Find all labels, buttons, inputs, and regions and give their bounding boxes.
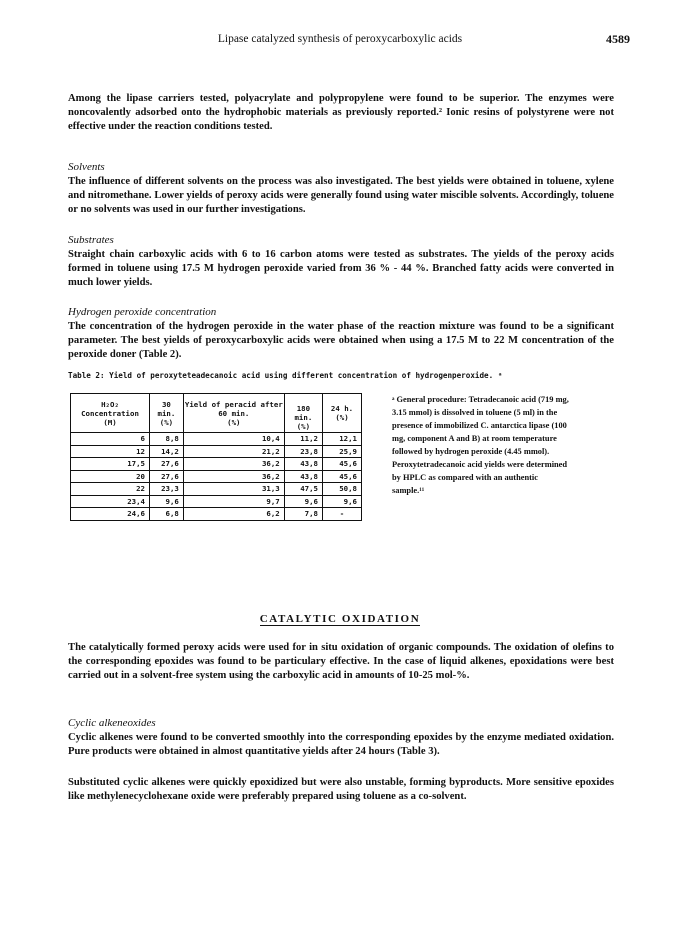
table-footnote: ᵃ General procedure: Tetradecanoic acid (719 mg, 3.15 mmol) is dissolved in toluene (5 ml) in the presence of immobilized C. antarctica lipase (100 mg, component A and B) at room temperature followed by hydrogen peroxide (4.45 mmol). Peroxytetradecanoic acid yields were determined by HPLC as compared with an authentic sample.¹¹ [392,395,569,495]
cell-yield: 9,6 [323,495,362,508]
cell-yield: 14,2 [150,445,184,458]
header-col-unit: (%) [335,413,349,422]
table-row [71,483,362,496]
intro-paragraph: Among the lipase carriers tested, polyacrylate and polypropylene were found to be superior. The enzymes were noncovalently adsorbed onto the hydrophobic materials as previously reported.² Ionic resins of polystyrene were not effective under the reaction conditions tested. [68,93,614,133]
running-title: Lipase catalyzed synthesis of peroxycarboxylic acids [217,33,463,45]
cell-yield: 10,4 [183,433,284,446]
cyclic-heading: Cyclic alkeneoxides [68,717,156,729]
header-conc-line1: H₂O₂ [101,399,119,409]
cell-yield: 45,6 [323,470,362,483]
cell-yield: 36,2 [183,470,284,483]
header-col-180min [284,394,322,433]
cell-yield: 31,3 [183,483,284,496]
peroxide-paragraph: The concentration of the hydrogen peroxide in the water phase of the reaction mixture was found to be a significant parameter. The best yields of peroxycarboxylic acids were obtained when using a 17.5 M to 22 M concentration of the peroxide doner (Table 2). [68,321,614,361]
solvents-heading: Solvents [68,161,105,173]
cell-yield: 27,6 [150,458,184,471]
table-row [71,508,362,521]
cell-concentration: 17,5 [71,458,150,471]
cell-yield: 6,2 [183,508,284,521]
cell-concentration: 20 [71,470,150,483]
section-title [0,613,680,625]
cell-yield: 9,6 [150,495,184,508]
table-row [71,433,362,446]
substituted-paragraph: Substituted cyclic alkenes were quickly epoxidized but were also unstable, forming byproducts. More sensitive epoxides like methylenecyclohexane oxide were preferably prepared using toluene as a co-solvent. [68,777,614,803]
cell-concentration: 24,6 [71,508,150,521]
cell-yield: - [323,508,362,521]
cell-concentration: 23,4 [71,495,150,508]
cell-yield: 23,3 [150,483,184,496]
cell-yield: 9,7 [183,495,284,508]
header-conc-line3: (M) [103,417,117,427]
table-header-row [71,394,362,433]
cell-yield: 47,5 [284,483,322,496]
header-col-24h [323,394,362,433]
cell-yield: 25,9 [323,445,362,458]
header-group-label: Yield of peracid after [184,399,283,409]
section-title-text: CATALYTIC OXIDATION [259,613,421,625]
cell-yield: 23,8 [284,445,322,458]
cell-concentration: 12 [71,445,150,458]
cell-concentration: 22 [71,483,150,496]
header-concentration [71,394,150,433]
substrates-heading: Substrates [68,234,114,246]
header-col-label: 30 min. [157,399,176,418]
table-row [71,445,362,458]
header-col-unit: (%) [296,422,311,431]
cell-yield: 8,8 [150,433,184,446]
cyclic-paragraph: Cyclic alkenes were found to be converted smoothly into the corresponding epoxides by the enzyme mediated oxidation. Pure products were obtained in almost quantitative yields after 24 hours (Table 3). [68,732,614,758]
page-number: 4589 [606,32,630,46]
substrates-paragraph: Straight chain carboxylic acids with 6 to 16 carbon atoms were tested as substrates. The yields of the peroxy acids formed in toluene using 17.5 M hydrogen peroxide varied from 36 % - 44 %. Branched fatty acids were converted in much lower yields. [68,249,614,289]
cell-yield: 12,1 [323,433,362,446]
cell-yield: 43,8 [284,470,322,483]
table-row [71,458,362,471]
header-col-unit: (%) [159,417,174,427]
cell-yield: 9,6 [284,495,322,508]
cell-yield: 21,2 [183,445,284,458]
header-col-label: 24 h. [330,404,354,413]
cell-concentration: 6 [71,433,150,446]
table-caption: Table 2: Yield of peroxyteteadecanoic acid using different concentration of hydrogenperoxide. ᵃ [68,371,503,380]
cell-yield: 43,8 [284,458,322,471]
solvents-paragraph: The influence of different solvents on the process was also investigated. The best yields were obtained in toluene, xylene and nitromethane. Lower yields of peroxy acids were generally found using water miscible solvents. Accordingly, toluene or no solvents was used in our further investigations. [68,176,614,216]
cell-yield: 36,2 [183,458,284,471]
cell-yield: 27,6 [150,470,184,483]
header-col-label: 60 min. [218,408,250,418]
cell-yield: 45,6 [323,458,362,471]
catalytic-paragraph: The catalytically formed peroxy acids were used for in situ oxidation of organic compounds. The oxidation of olefins to the corresponding epoxides was found to be particulary effective. In the case of liquid alkenes, epoxidations were best carried out in a solvent-free system using the carboxylic acid in amounts of 10-25 mol-%. [68,642,614,682]
yield-table [70,393,362,521]
cell-yield: 7,8 [284,508,322,521]
header-col-30min [150,394,184,433]
header-conc-line2: Concentration [81,408,139,418]
header-col-60min [183,394,284,433]
table-row [71,470,362,483]
cell-yield: 11,2 [284,433,322,446]
cell-yield: 6,8 [150,508,184,521]
cell-yield: 50,8 [323,483,362,496]
peroxide-heading: Hydrogen peroxide concentration [68,306,217,318]
table-row [71,495,362,508]
header-col-unit: (%) [227,417,241,427]
header-col-label: 180 min. [294,404,313,422]
